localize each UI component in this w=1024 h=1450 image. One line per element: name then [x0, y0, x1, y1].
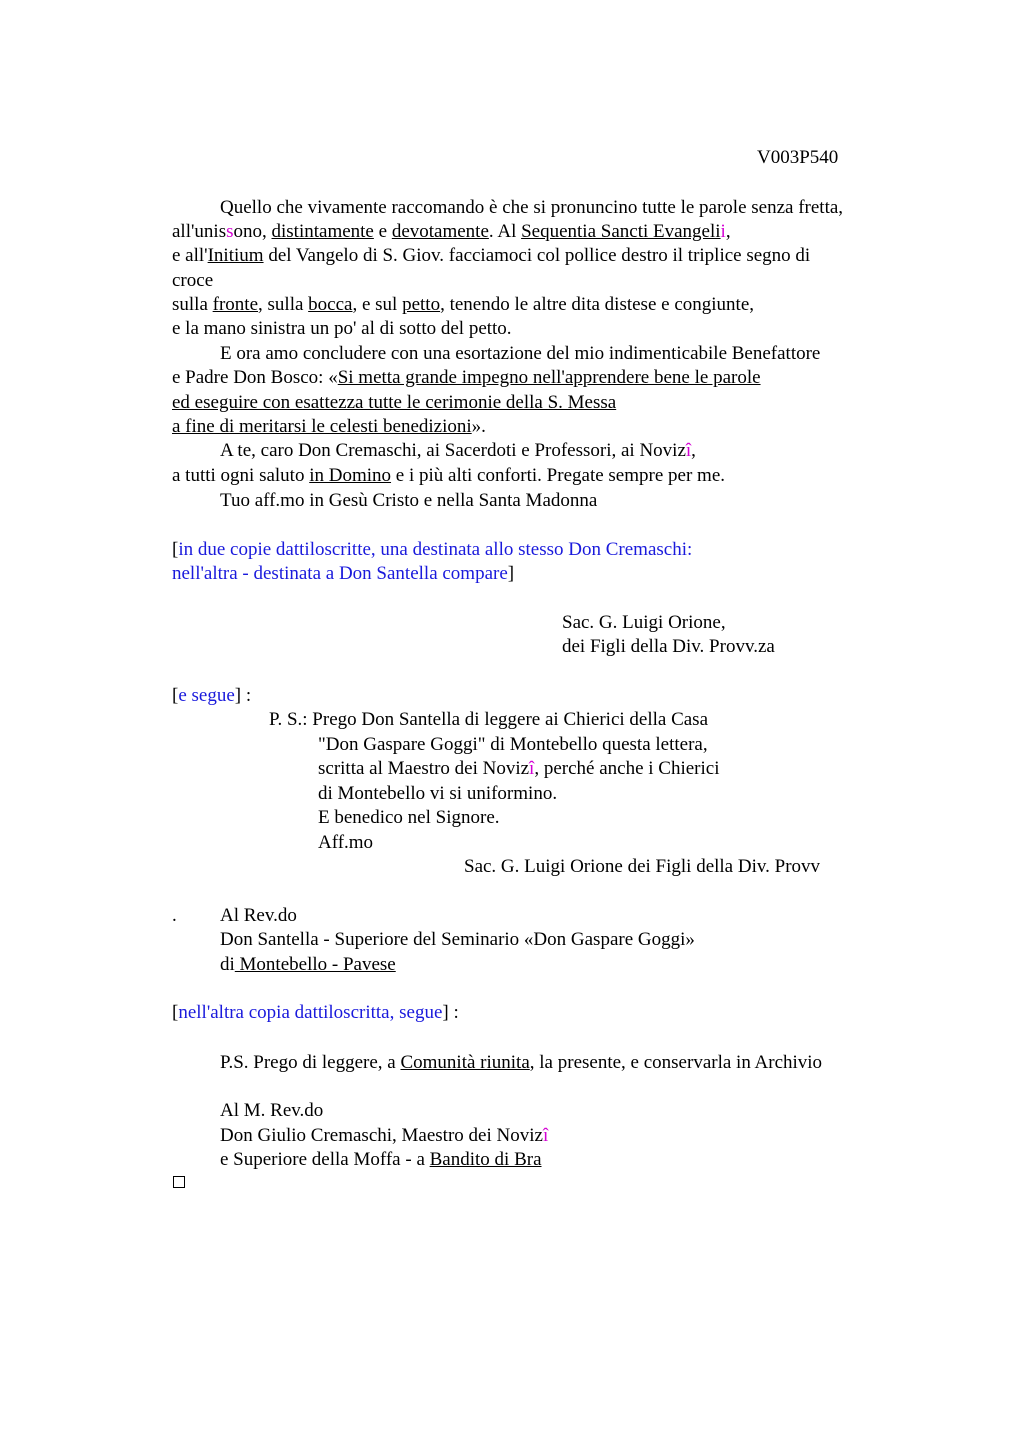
highlighted-char: î	[542, 1125, 549, 1146]
text-run: , sulla	[258, 294, 309, 315]
underlined-text: Si metta grande impegno nell'apprendere bene le parole	[337, 367, 761, 388]
text-run: P.S. Prego di leggere, a	[220, 1052, 401, 1073]
underlined-text: distintamente	[271, 221, 374, 242]
bracket: [	[172, 1002, 179, 1023]
bracket: [	[172, 539, 179, 560]
underlined-text: fronte	[212, 294, 259, 315]
highlighted-char: î	[685, 440, 692, 461]
text-line: e la mano sinistra un po' al di sotto del petto.	[172, 318, 512, 339]
signature-line: dei Figli della Div. Provv.za	[562, 636, 775, 657]
text-line: Don Santella - Superiore del Seminario «Don Gaspare Goggi»	[220, 929, 695, 950]
underlined-text: Sequentia Sancti Evangeli	[521, 221, 721, 242]
underlined-text: bocca	[308, 294, 353, 315]
text-line: P. S.: Prego Don Santella di leggere ai Chierici della Casa	[269, 709, 709, 730]
signature-line: Sac. G. Luigi Orione,	[562, 612, 726, 633]
underlined-text: ed eseguire con esattezza tutte le cerimonie della S. Messa	[172, 392, 617, 413]
text-line	[172, 244, 810, 268]
text-line	[172, 415, 486, 439]
highlighted-char: î	[529, 758, 535, 779]
underlined-text: Initium	[207, 245, 264, 266]
text-line	[220, 953, 396, 977]
text-line: Al M. Rev.do	[220, 1100, 324, 1121]
editorial-note-text: e segue	[178, 685, 235, 706]
text-run: e	[373, 221, 392, 242]
underlined-text: a fine di meritarsi le celesti benedizioni	[172, 416, 472, 437]
text-line: E benedico nel Signore.	[318, 807, 500, 828]
text-run: del Vangelo di S. Giov. facciamoci col pollice destro il triplice segno di	[263, 245, 811, 266]
text-line	[172, 538, 692, 562]
text-line: Al Rev.do	[220, 905, 297, 926]
underlined-text: in Domino	[309, 465, 392, 486]
text-line: "Don Gaspare Goggi" di Montebello questa lettera,	[318, 734, 708, 755]
text-line	[172, 562, 514, 586]
text-run: ,	[725, 221, 731, 242]
underlined-text: Comunità riunita	[400, 1052, 530, 1073]
text-line	[220, 1148, 542, 1172]
text-run: e Padre Don Bosco: «	[172, 367, 338, 388]
text-line: croce	[172, 270, 214, 291]
editorial-note	[172, 1001, 459, 1025]
empty-box-icon	[173, 1176, 185, 1188]
editorial-note-text: nell'altra - destinata a Don Santella compare	[172, 563, 508, 584]
page-identifier: V003P540	[757, 147, 839, 168]
text-run: Don Giulio Cremaschi, Maestro dei Noviz	[220, 1125, 543, 1146]
underlined-text: petto	[402, 294, 441, 315]
text-run: ,	[691, 440, 696, 461]
bracket: ]	[507, 563, 515, 584]
text-run: A te, caro Don Cremaschi, ai Sacerdoti e Professori, ai Noviz	[220, 440, 686, 461]
underlined-text: Montebello - Pavese	[234, 954, 396, 975]
text-run: sulla	[172, 294, 213, 315]
text-line	[172, 220, 731, 244]
highlighted-char: i	[720, 221, 726, 242]
bracket: [	[172, 685, 179, 706]
text-line	[172, 464, 725, 488]
text-run: e all'	[172, 245, 208, 266]
text-run: . Al	[488, 221, 522, 242]
text-line	[172, 293, 754, 317]
text-line	[220, 1124, 548, 1148]
text-line: Quello che vivamente raccomando è che si pronuncino tutte le parole senza fretta,	[220, 197, 844, 218]
bracket: ] :	[234, 685, 252, 706]
text-run: e i più alti conforti. Pregate sempre per me.	[391, 465, 725, 486]
bracket: ] :	[442, 1002, 459, 1023]
text-run: e Superiore della Moffa - a	[220, 1149, 430, 1170]
text-run: , perché anche i Chierici	[534, 758, 720, 779]
text-line: E ora amo concludere con una esortazione del mio indimenticabile Benefattore	[220, 343, 821, 364]
text-line: di Montebello vi si uniformino.	[318, 783, 558, 804]
text-run: a tutti ogni saluto	[172, 465, 310, 486]
underlined-text: devotamente	[391, 221, 489, 242]
text-line	[220, 439, 696, 463]
closing-line: Tuo aff.mo in Gesù Cristo e nella Santa Madonna	[220, 490, 598, 511]
list-marker: .	[172, 905, 177, 926]
text-run: scritta al Maestro dei Noviz	[318, 758, 530, 779]
text-run: , tenendo le altre dita distese e congiunte,	[440, 294, 754, 315]
editorial-note-text: in due copie dattiloscritte, una destinata allo stesso Don Cremaschi:	[178, 539, 693, 560]
editorial-note	[172, 684, 251, 708]
postscript	[220, 1051, 822, 1075]
text-line: Aff.mo	[318, 832, 374, 853]
text-line	[318, 757, 720, 781]
text-run: ».	[471, 416, 486, 437]
text-run: ono,	[233, 221, 272, 242]
underlined-text: Bandito di Bra	[429, 1149, 542, 1170]
text-run: all'unis	[172, 221, 227, 242]
text-line	[172, 366, 761, 390]
signature-line: Sac. G. Luigi Orione dei Figli della Div. Provv	[464, 856, 821, 877]
editorial-note-text: nell'altra copia dattiloscritta, segue	[178, 1002, 443, 1023]
text-run: , la presente, e conservarla in Archivio	[529, 1052, 823, 1073]
text-run: , e sul	[352, 294, 403, 315]
highlighted-char: s	[226, 221, 234, 242]
text-run: di	[220, 954, 235, 975]
